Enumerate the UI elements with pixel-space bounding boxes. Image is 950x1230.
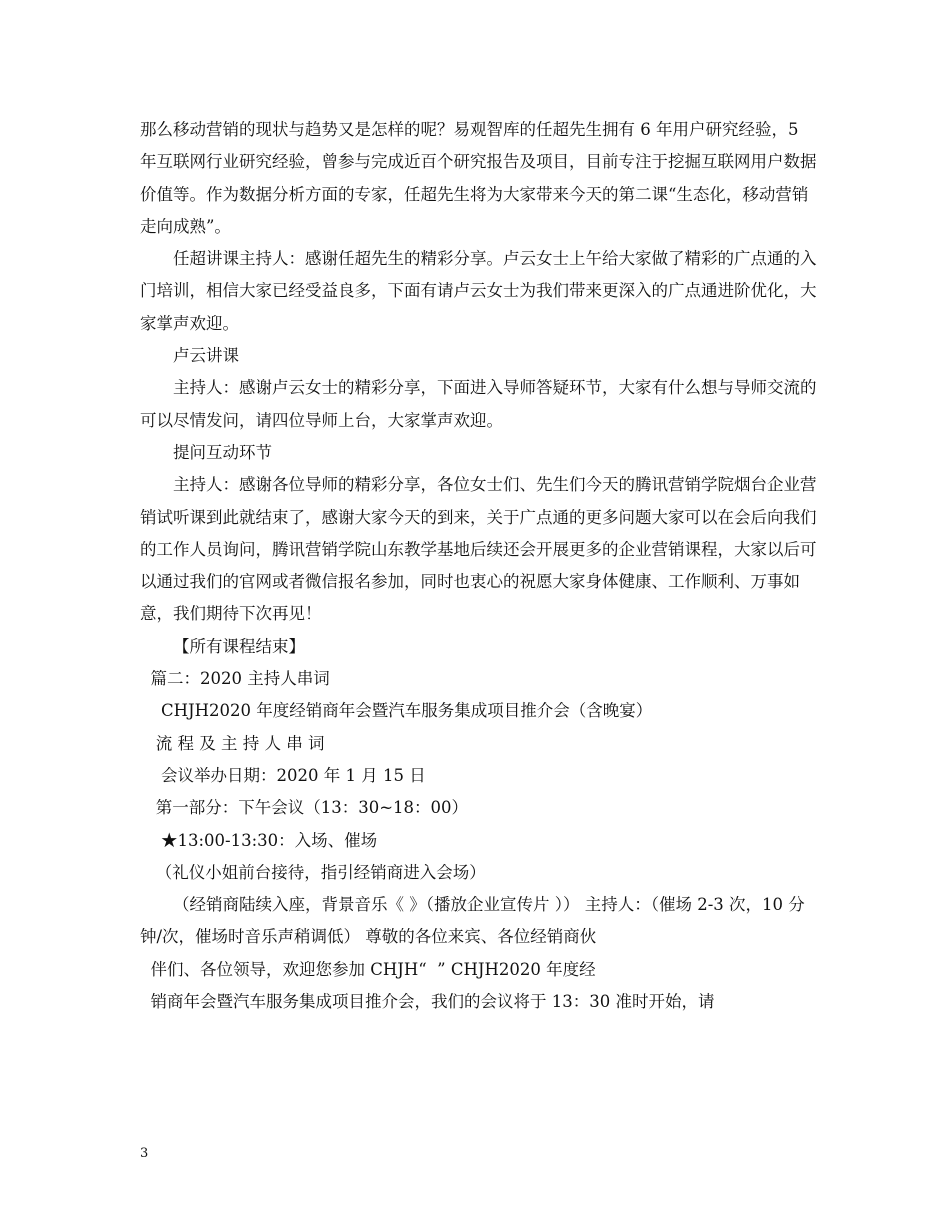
paragraph: 任超讲课主持人：感谢任超先生的精彩分享。卢云女士上午给大家做了精彩的广点通的入门培训，相信大家已经受益良多，下面有请卢云女士为我们带来更深入的广点通进阶优化，大家掌声欢迎。 <box>140 249 817 333</box>
part-heading: 第一部分：下午会议（13：30~18：00） <box>140 798 469 818</box>
paragraph-line: 销商年会暨汽车服务集成项目推介会，我们的会议将于 13：30 准时开始，请 <box>140 992 715 1012</box>
paragraph-line: 伴们、各位领导，欢迎您参加 CHJH“ ” CHJH2020 年度经 <box>140 959 596 979</box>
paragraph: 主持人：感谢卢云女士的精彩分享，下面进入导师答疑环节，大家有什么想与导师交流的可以尽情发问，请四位导师上台，大家掌声欢迎。 <box>140 378 817 430</box>
event-date: 会议举办日期：2020 年 1 月 15 日 <box>140 765 426 785</box>
document-body <box>140 114 820 1018</box>
event-subtitle: 流 程 及 主 持 人 串 词 <box>140 733 325 753</box>
stage-direction: （礼仪小姐前台接待，指引经销商进入会场） <box>140 862 486 882</box>
schedule-item: ★13:00-13:30：入场、催场 <box>140 830 378 850</box>
section-heading: 篇二：2020 主持人串词 <box>140 669 330 689</box>
paragraph: 那么移动营销的现状与趋势又是怎样的呢？易观智库的任超先生拥有 6 年用户研究经验，5 年互联网行业研究经验，曾参与完成近百个研究报告及项目，目前专注于挖掘互联网用户数据价值等。作为数据分析方面的专家，任超先生将为大家带来今天的第二课“生态化，移动营销走向成熟”。 <box>140 120 817 236</box>
page-number: 3 <box>140 1146 149 1161</box>
event-title: CHJH2020 年度经销商年会暨汽车服务集成项目推介会（含晚宴） <box>140 701 653 721</box>
paragraph: 提问互动环节 <box>173 442 272 462</box>
section-end-label: 【所有课程结束】 <box>173 636 305 656</box>
paragraph: 主持人：感谢各位导师的精彩分享，各位女士们、先生们今天的腾讯营销学院烟台企业营销试听课到此就结束了，感谢大家今天的到来，关于广点通的更多问题大家可以在会后向我们的工作人员询问，腾讯营销学院山东教学基地后续还会开展更多的企业营销课程，大家以后可以通过我们的官网或者微信报名参加，同时也衷心的祝愿大家身体健康、工作顺利、万事如意，我们期待下次再见！ <box>140 475 817 624</box>
paragraph: 卢云讲课 <box>173 346 239 366</box>
paragraph: （经销商陆续入座，背景音乐《 》（播放企业宣传片 ）） 主持人：（催场 2-3 次，10 分钟/次，催场时音乐声稍调低） 尊敬的各位来宾、各位经销商伙 <box>140 895 805 947</box>
